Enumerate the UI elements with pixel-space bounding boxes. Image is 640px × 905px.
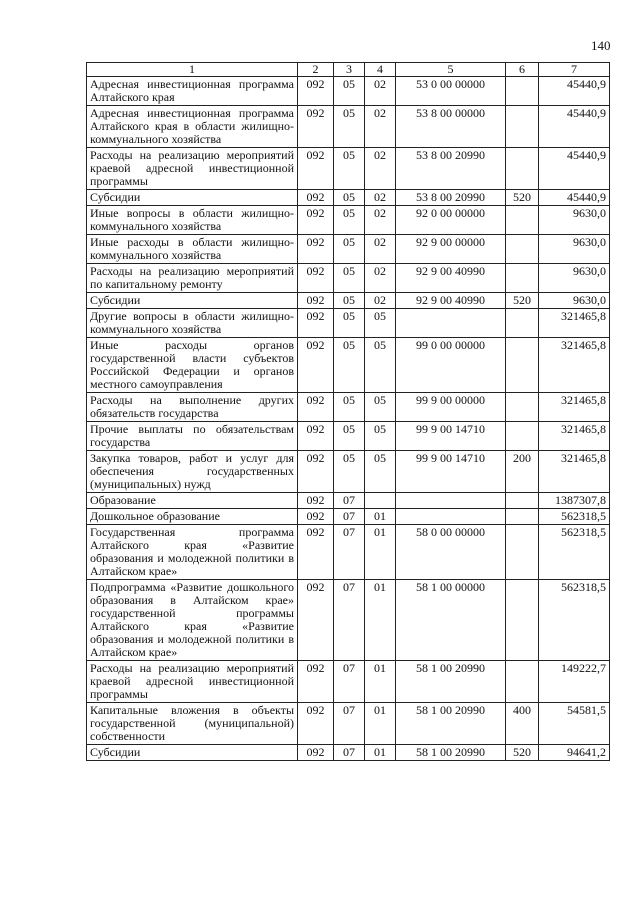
row-subsection-code: 05 — [365, 309, 396, 338]
row-section-code: 05 — [334, 148, 365, 190]
table-row — [87, 745, 610, 761]
row-expense-type — [506, 422, 539, 451]
table-row — [87, 190, 610, 206]
row-ministry-code: 092 — [298, 206, 334, 235]
row-target-article: 99 0 00 00000 — [396, 338, 506, 393]
row-amount: 562318,5 — [539, 509, 610, 525]
row-target-article: 53 8 00 20990 — [396, 190, 506, 206]
row-section-code: 05 — [334, 106, 365, 148]
row-amount: 9630,0 — [539, 293, 610, 309]
row-subsection-code: 02 — [365, 293, 396, 309]
row-subsection-code: 02 — [365, 190, 396, 206]
row-ministry-code: 092 — [298, 148, 334, 190]
row-ministry-code: 092 — [298, 451, 334, 493]
row-name: Прочие выплаты по обязательствам государства — [87, 422, 298, 451]
row-subsection-code: 02 — [365, 106, 396, 148]
row-section-code: 05 — [334, 206, 365, 235]
row-target-article: 99 9 00 00000 — [396, 393, 506, 422]
row-section-code: 05 — [334, 338, 365, 393]
row-amount: 45440,9 — [539, 148, 610, 190]
table-row — [87, 264, 610, 293]
row-section-code: 07 — [334, 661, 365, 703]
row-subsection-code: 05 — [365, 393, 396, 422]
row-section-code: 05 — [334, 451, 365, 493]
table-header-row — [87, 63, 610, 77]
row-section-code: 05 — [334, 309, 365, 338]
table-row — [87, 525, 610, 580]
row-amount: 45440,9 — [539, 106, 610, 148]
row-ministry-code: 092 — [298, 580, 334, 661]
row-ministry-code: 092 — [298, 338, 334, 393]
table-row — [87, 338, 610, 393]
row-target-article: 92 9 00 40990 — [396, 264, 506, 293]
table-row — [87, 293, 610, 309]
table-row — [87, 509, 610, 525]
row-name: Расходы на реализацию мероприятий краевой адресной инвестиционной программы — [87, 661, 298, 703]
row-expense-type: 520 — [506, 293, 539, 309]
row-subsection-code: 01 — [365, 745, 396, 761]
row-amount: 149222,7 — [539, 661, 610, 703]
budget-table — [86, 62, 610, 761]
table-row — [87, 148, 610, 190]
row-section-code: 07 — [334, 493, 365, 509]
row-amount: 9630,0 — [539, 235, 610, 264]
row-name: Расходы на реализацию мероприятий по капитальному ремонту — [87, 264, 298, 293]
row-ministry-code: 092 — [298, 309, 334, 338]
row-name: Иные вопросы в области жилищно-коммунального хозяйства — [87, 206, 298, 235]
row-amount: 321465,8 — [539, 309, 610, 338]
row-ministry-code: 092 — [298, 77, 334, 106]
row-amount: 54581,5 — [539, 703, 610, 745]
row-target-article: 58 1 00 20990 — [396, 661, 506, 703]
row-amount: 321465,8 — [539, 338, 610, 393]
row-section-code: 05 — [334, 393, 365, 422]
row-target-article: 58 1 00 20990 — [396, 745, 506, 761]
row-amount: 9630,0 — [539, 264, 610, 293]
row-subsection-code: 05 — [365, 422, 396, 451]
header-col-3: 3 — [334, 63, 365, 77]
row-section-code: 07 — [334, 703, 365, 745]
row-subsection-code: 05 — [365, 451, 396, 493]
table-row — [87, 580, 610, 661]
header-col-6: 6 — [506, 63, 539, 77]
row-expense-type: 520 — [506, 190, 539, 206]
row-amount: 562318,5 — [539, 525, 610, 580]
row-expense-type — [506, 393, 539, 422]
row-amount: 1387307,8 — [539, 493, 610, 509]
table-row — [87, 206, 610, 235]
row-subsection-code — [365, 493, 396, 509]
row-target-article: 53 8 00 00000 — [396, 106, 506, 148]
row-name: Расходы на реализацию мероприятий краевой адресной инвестиционной программы — [87, 148, 298, 190]
row-expense-type — [506, 525, 539, 580]
row-section-code: 07 — [334, 580, 365, 661]
row-target-article: 58 1 00 20990 — [396, 703, 506, 745]
row-target-article: 92 9 00 00000 — [396, 235, 506, 264]
row-expense-type — [506, 148, 539, 190]
row-name: Субсидии — [87, 293, 298, 309]
row-section-code: 07 — [334, 525, 365, 580]
row-ministry-code: 092 — [298, 422, 334, 451]
row-ministry-code: 092 — [298, 235, 334, 264]
row-section-code: 07 — [334, 745, 365, 761]
row-section-code: 05 — [334, 264, 365, 293]
row-ministry-code: 092 — [298, 509, 334, 525]
table-row — [87, 309, 610, 338]
row-amount: 45440,9 — [539, 190, 610, 206]
row-expense-type — [506, 77, 539, 106]
page-number: 140 — [591, 38, 611, 53]
row-expense-type — [506, 264, 539, 293]
table-row — [87, 393, 610, 422]
table-row — [87, 451, 610, 493]
row-section-code: 05 — [334, 235, 365, 264]
row-subsection-code: 02 — [365, 206, 396, 235]
row-target-article — [396, 493, 506, 509]
row-ministry-code: 092 — [298, 703, 334, 745]
row-expense-type — [506, 509, 539, 525]
row-subsection-code: 02 — [365, 235, 396, 264]
header-col-1: 1 — [87, 63, 298, 77]
row-target-article — [396, 309, 506, 338]
row-target-article: 92 9 00 40990 — [396, 293, 506, 309]
row-target-article: 99 9 00 14710 — [396, 422, 506, 451]
row-name: Другие вопросы в области жилищно-коммунального хозяйства — [87, 309, 298, 338]
row-ministry-code: 092 — [298, 525, 334, 580]
row-ministry-code: 092 — [298, 393, 334, 422]
table-body — [87, 77, 610, 761]
row-expense-type: 520 — [506, 745, 539, 761]
header-col-2: 2 — [298, 63, 334, 77]
row-subsection-code: 01 — [365, 525, 396, 580]
row-name: Подпрограмма «Развитие дошкольного образования в Алтайском крае» государственной программы Алтайского края «Развитие образования и молодежной политики в Алтайском крае» — [87, 580, 298, 661]
row-expense-type — [506, 661, 539, 703]
row-ministry-code: 092 — [298, 264, 334, 293]
row-target-article: 99 9 00 14710 — [396, 451, 506, 493]
row-subsection-code: 05 — [365, 338, 396, 393]
row-amount: 321465,8 — [539, 422, 610, 451]
row-section-code: 07 — [334, 509, 365, 525]
row-name: Адресная инвестиционная программа Алтайского края — [87, 77, 298, 106]
row-name: Дошкольное образование — [87, 509, 298, 525]
row-name: Иные расходы в области жилищно-коммунального хозяйства — [87, 235, 298, 264]
row-expense-type — [506, 493, 539, 509]
row-ministry-code: 092 — [298, 293, 334, 309]
row-expense-type — [506, 580, 539, 661]
header-col-7: 7 — [539, 63, 610, 77]
row-target-article: 53 8 00 20990 — [396, 148, 506, 190]
row-target-article: 92 0 00 00000 — [396, 206, 506, 235]
row-target-article — [396, 509, 506, 525]
row-target-article: 58 0 00 00000 — [396, 525, 506, 580]
row-name: Капитальные вложения в объекты государственной (муниципальной) собственности — [87, 703, 298, 745]
row-section-code: 05 — [334, 422, 365, 451]
row-amount: 94641,2 — [539, 745, 610, 761]
row-subsection-code: 01 — [365, 580, 396, 661]
row-name: Государственная программа Алтайского края «Развитие образования и молодежной политики в Алтайском крае» — [87, 525, 298, 580]
row-subsection-code: 01 — [365, 509, 396, 525]
row-subsection-code: 02 — [365, 264, 396, 293]
row-amount: 45440,9 — [539, 77, 610, 106]
row-ministry-code: 092 — [298, 745, 334, 761]
table-row — [87, 661, 610, 703]
table-row — [87, 493, 610, 509]
row-subsection-code: 02 — [365, 148, 396, 190]
row-target-article: 53 0 00 00000 — [396, 77, 506, 106]
row-ministry-code: 092 — [298, 190, 334, 206]
row-section-code: 05 — [334, 190, 365, 206]
row-ministry-code: 092 — [298, 661, 334, 703]
row-name: Закупка товаров, работ и услуг для обеспечения государственных (муниципальных) нужд — [87, 451, 298, 493]
row-expense-type — [506, 206, 539, 235]
table-row — [87, 422, 610, 451]
header-col-5: 5 — [396, 63, 506, 77]
header-col-4: 4 — [365, 63, 396, 77]
row-ministry-code: 092 — [298, 493, 334, 509]
row-expense-type — [506, 309, 539, 338]
row-ministry-code: 092 — [298, 106, 334, 148]
row-subsection-code: 01 — [365, 661, 396, 703]
row-subsection-code: 02 — [365, 77, 396, 106]
table-row — [87, 703, 610, 745]
row-amount: 321465,8 — [539, 393, 610, 422]
row-amount: 321465,8 — [539, 451, 610, 493]
table-row — [87, 106, 610, 148]
row-name: Адресная инвестиционная программа Алтайского края в области жилищно-коммунального хозяйства — [87, 106, 298, 148]
row-section-code: 05 — [334, 293, 365, 309]
row-expense-type — [506, 235, 539, 264]
row-section-code: 05 — [334, 77, 365, 106]
table-row — [87, 77, 610, 106]
row-amount: 562318,5 — [539, 580, 610, 661]
row-subsection-code: 01 — [365, 703, 396, 745]
row-name: Субсидии — [87, 190, 298, 206]
row-expense-type: 400 — [506, 703, 539, 745]
row-target-article: 58 1 00 00000 — [396, 580, 506, 661]
table-row — [87, 235, 610, 264]
row-name: Образование — [87, 493, 298, 509]
row-expense-type — [506, 338, 539, 393]
row-expense-type: 200 — [506, 451, 539, 493]
row-name: Иные расходы органов государственной власти субъектов Российской Федерации и органов местного самоуправления — [87, 338, 298, 393]
row-amount: 9630,0 — [539, 206, 610, 235]
row-name: Субсидии — [87, 745, 298, 761]
row-name: Расходы на выполнение других обязательств государства — [87, 393, 298, 422]
row-expense-type — [506, 106, 539, 148]
